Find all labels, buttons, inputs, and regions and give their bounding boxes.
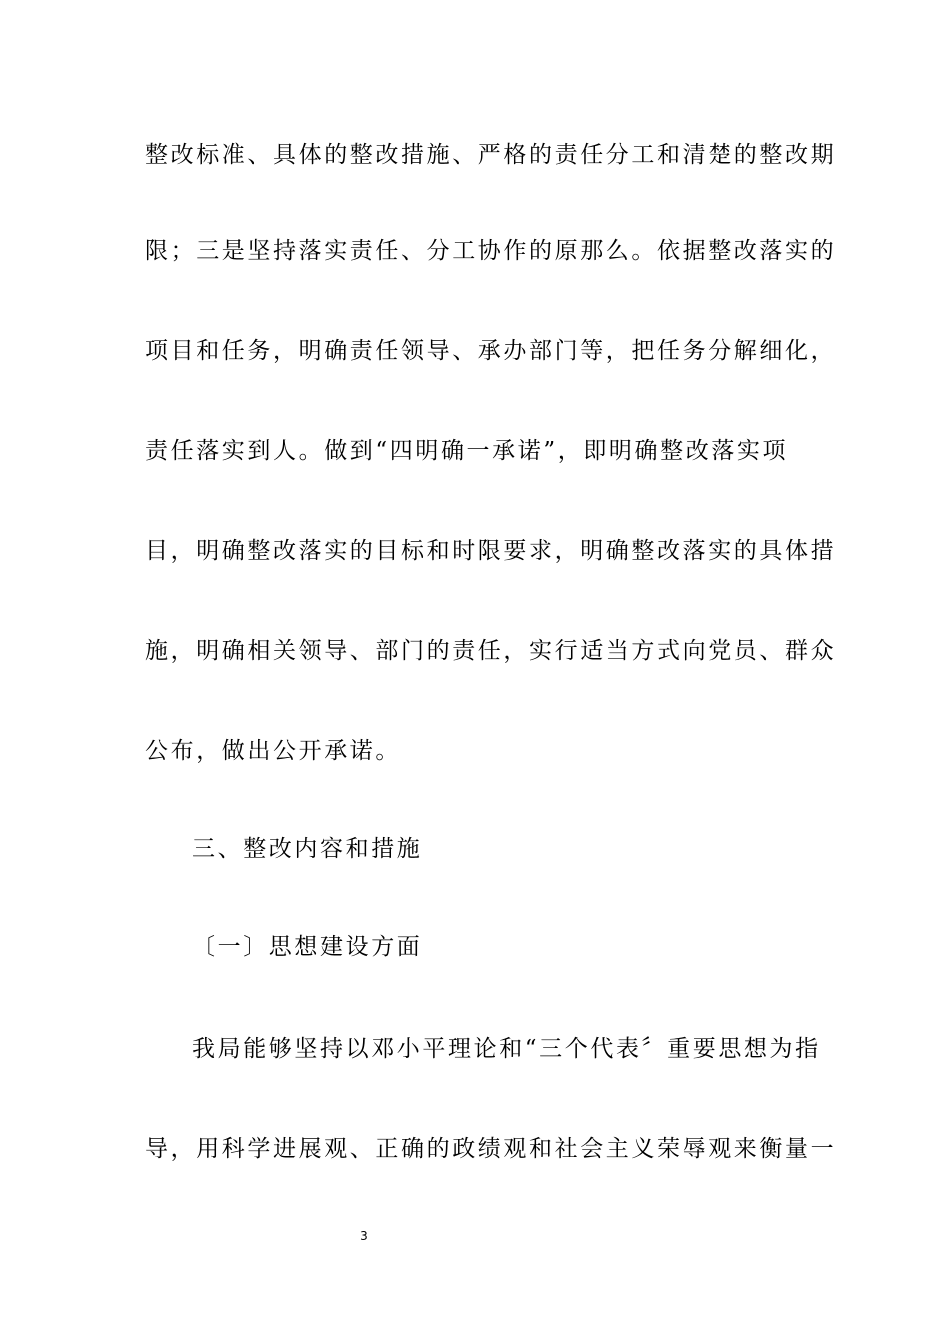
subsection-heading: 〔一〕思想建设方面 — [192, 934, 423, 960]
body-text-line: 导，用科学进展观、正确的政绩观和社会主义荣辱观来衡量一 — [145, 1136, 837, 1162]
body-text-line: 施，明确相关领导、部门的责任，实行适当方式向党员、群众 — [145, 638, 837, 664]
body-text-line: 我局能够坚持以邓小平理论和“三个代表〞重要思想为指 — [192, 1036, 821, 1062]
body-text-line: 限；三是坚持落实责任、分工协作的原那么。依据整改落实的 — [145, 238, 837, 264]
body-text-line: 目，明确整改落实的目标和时限要求，明确整改落实的具体措 — [145, 538, 837, 564]
body-text-line: 项目和任务，明确责任领导、承办部门等，把任务分解细化， — [145, 338, 837, 364]
section-heading: 三、整改内容和措施 — [192, 836, 423, 862]
body-text-line: 责任落实到人。做到“四明确一承诺”，即明确整改落实项 — [145, 438, 789, 464]
body-text-line: 公布，做出公开承诺。 — [145, 738, 401, 764]
page-number: 3 — [360, 1229, 368, 1243]
body-text-line: 整改标准、具体的整改措施、严格的责任分工和清楚的整改期 — [145, 142, 837, 168]
